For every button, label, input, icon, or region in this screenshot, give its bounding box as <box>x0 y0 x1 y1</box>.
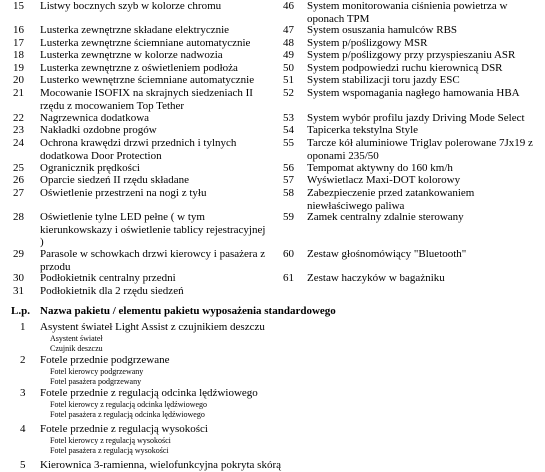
item-number: 25 <box>13 162 24 174</box>
item-text-line: niewłaściwego paliwa <box>307 199 405 212</box>
item-text-line: Podłokietnik centralny przedni <box>40 272 176 284</box>
item-number: 55 <box>283 137 294 149</box>
item-number: 22 <box>13 112 24 124</box>
item-number: 47 <box>283 24 294 36</box>
item-text-line: System p/poślizgowy przy przyspieszaniu ASR <box>307 49 516 61</box>
item-number: 46 <box>283 0 294 12</box>
item-text-line: Lusterko wewnętrzne ściemniane automatycznie <box>40 74 255 86</box>
item-number: 30 <box>13 272 24 284</box>
package-name: Kierownica 3-ramienna, wielofunkcyjna pokryta skórą <box>40 459 281 471</box>
item-number: 16 <box>13 24 24 36</box>
item-number: 28 <box>13 211 24 223</box>
package-name: Asystent świateł Light Assist z czujnikiem deszczu <box>40 321 265 333</box>
item-number: 19 <box>13 62 24 74</box>
item-text-line: Zabezpieczenie przed zatankowaniem <box>307 187 475 199</box>
item-number: 17 <box>13 37 24 49</box>
item-number: 60 <box>283 248 294 260</box>
package-sub-item: Asystent świateł <box>50 334 103 343</box>
item-text-line: Nagrzewnica dodatkowa <box>40 112 150 124</box>
column-header-name: Nazwa pakietu / elementu pakietu wyposażenia standardowego <box>40 305 336 317</box>
package-number: 3 <box>20 387 26 399</box>
item-text-line: Tarcze kół aluminiowe Triglav polerowane 7Jx19 z <box>307 137 533 149</box>
item-text-line: Ogranicznik prędkości <box>40 162 140 174</box>
item-text-line: rzędu z mocowaniem Top Tether <box>40 99 185 112</box>
package-sub-item: Fotel kierowcy z regulacją odcinka lędźwiowego <box>50 400 208 409</box>
item-text-line: Lusterka zewnętrzne ściemniane automatycznie <box>40 37 251 49</box>
item-number: 54 <box>283 124 294 136</box>
item-number: 48 <box>283 37 294 49</box>
item-text-line: System wybór profilu jazdy Driving Mode Select <box>307 112 525 124</box>
column-header-number: L.p. <box>11 305 30 317</box>
item-text-line: System osuszania hamulców RBS <box>307 24 458 36</box>
item-text-line: System podpowiedzi ruchu kierownicą DSR <box>307 62 503 74</box>
item-text-line: System stabilizacji toru jazdy ESC <box>307 74 460 86</box>
item-number: 50 <box>283 62 294 74</box>
item-number: 20 <box>13 74 24 86</box>
package-sub-item: Fotel kierowcy z regulacją wysokości <box>50 436 171 445</box>
item-number: 49 <box>283 49 294 61</box>
item-text-line: System monitorowania ciśnienia powietrza w <box>307 0 508 12</box>
item-text-line: dodatkowa Door Protection <box>40 149 162 162</box>
package-name: Fotele przednie podgrzewane <box>40 354 170 366</box>
item-text-line: kierunkowskazy i oświetlenie tablicy rejestracyjnej <box>40 223 266 236</box>
package-sub-item: Fotel pasażera z regulacją odcinka lędźwiowego <box>50 410 205 419</box>
item-number: 56 <box>283 162 294 174</box>
item-text-line: Lusterka zewnętrzne w kolorze nadwozia <box>40 49 223 61</box>
item-text-line: oponami 235/50 <box>307 149 379 162</box>
item-number: 59 <box>283 211 294 223</box>
package-number: 4 <box>20 423 26 435</box>
item-text-line: przodu <box>40 260 71 273</box>
item-number: 58 <box>283 187 294 199</box>
item-number: 31 <box>13 285 24 297</box>
item-text-line: Mocowanie ISOFIX na skrajnych siedzeniach II <box>40 87 253 99</box>
item-number: 23 <box>13 124 24 136</box>
item-text-line: System p/poślizgowy MSR <box>307 37 428 49</box>
item-text-line: Listwy bocznych szyb w kolorze chromu <box>40 0 222 12</box>
package-number: 1 <box>20 321 26 333</box>
item-number: 26 <box>13 174 24 186</box>
item-text-line: Podłokietnik dla 2 rzędu siedzeń <box>40 285 184 297</box>
package-name: Fotele przednie z regulacją odcinka lędźwiowego <box>40 387 258 399</box>
item-number: 53 <box>283 112 294 124</box>
item-text-line: Zestaw głośnomówiący "Bluetooth" <box>307 248 467 260</box>
item-number: 61 <box>283 272 294 284</box>
item-text-line: ) <box>40 236 44 249</box>
item-text-line: Oświetlenie tylne LED pełne ( w tym <box>40 211 205 223</box>
item-number: 18 <box>13 49 24 61</box>
package-number: 2 <box>20 354 26 366</box>
package-sub-item: Czujnik deszczu <box>50 344 103 353</box>
item-text-line: Lusterka zewnętrzne składane elektrycznie <box>40 24 230 36</box>
item-text-line: Tempomat aktywny do 160 km/h <box>307 162 453 174</box>
item-text-line: Lusterka zewnętrzne z oświetleniem podłoża <box>40 62 238 74</box>
item-number: 52 <box>283 87 294 99</box>
item-number: 21 <box>13 87 24 99</box>
item-number: 51 <box>283 74 294 86</box>
item-text-line: Oparcie siedzeń II rzędu składane <box>40 174 190 186</box>
item-text-line: Zestaw haczyków w bagażniku <box>307 272 445 284</box>
item-number: 27 <box>13 187 24 199</box>
item-text-line: oponach TPM <box>307 12 370 25</box>
item-number: 24 <box>13 137 24 149</box>
item-text-line: Ochrona krawędzi drzwi przednich i tylnych <box>40 137 237 149</box>
item-text-line: System wspomagania nagłego hamowania HBA <box>307 87 520 99</box>
item-number: 29 <box>13 248 24 260</box>
package-number: 5 <box>20 459 26 471</box>
item-text-line: Oświetlenie przestrzeni na nogi z tyłu <box>40 187 207 199</box>
item-text-line: Zamek centralny zdalnie sterowany <box>307 211 464 223</box>
item-text-line: Parasole w schowkach drzwi kierowcy i pasażera z <box>40 248 266 260</box>
package-sub-item: Fotel kierowcy podgrzewany <box>50 367 144 376</box>
package-sub-item: Fotel pasażera podgrzewany <box>50 377 142 386</box>
item-number: 57 <box>283 174 294 186</box>
item-text-line: Nakładki ozdobne progów <box>40 124 157 136</box>
package-sub-item: Fotel pasażera z regulacją wysokości <box>50 446 169 455</box>
package-name: Fotele przednie z regulacją wysokości <box>40 423 208 435</box>
item-text-line: Tapicerka tekstylna Style <box>307 124 419 136</box>
item-text-line: Wyświetlacz Maxi-DOT kolorowy <box>307 174 461 186</box>
item-number: 15 <box>13 0 24 12</box>
